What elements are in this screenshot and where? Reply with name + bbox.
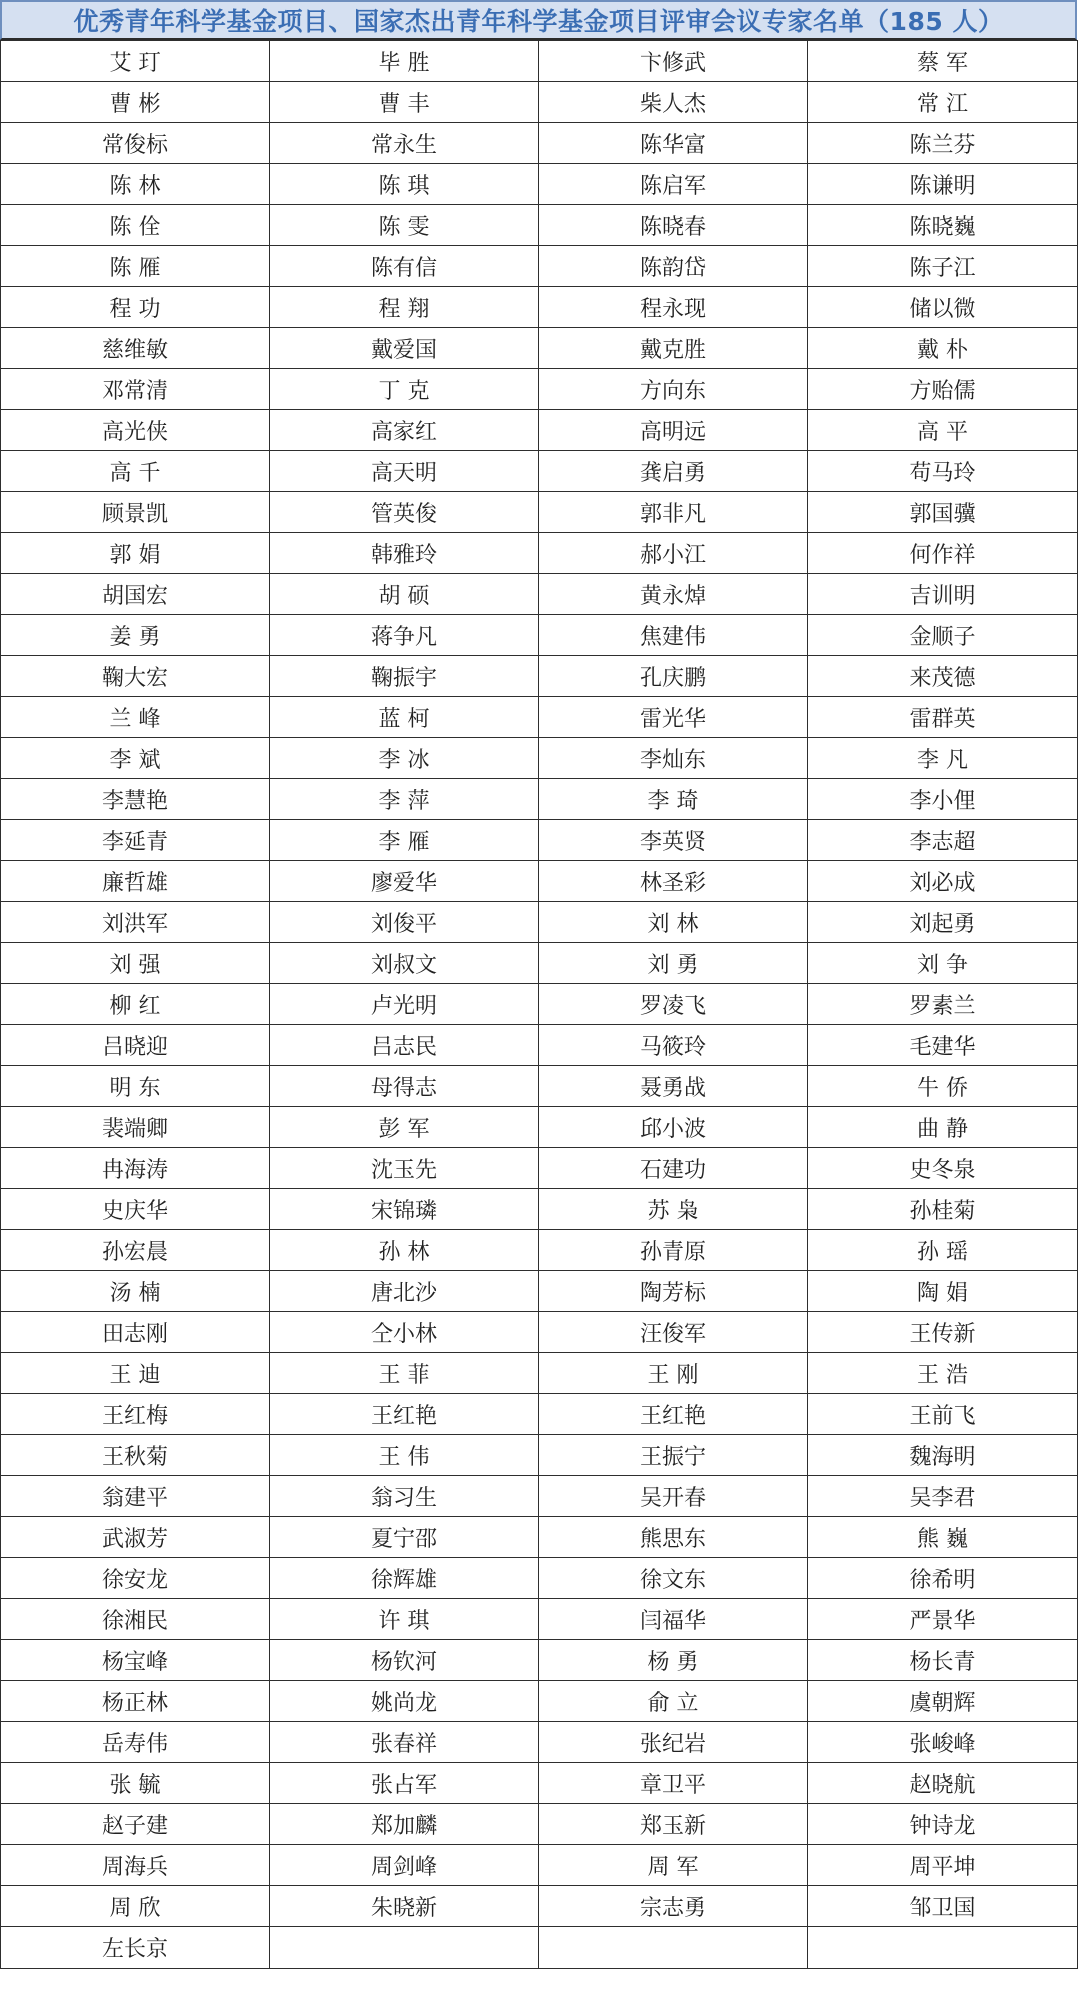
table-row [1, 615, 1078, 656]
table-row [1, 164, 1078, 205]
expert-name-cell: 冉海涛 [1, 1148, 270, 1189]
expert-name-cell: 邱小波 [539, 1107, 808, 1148]
expert-name-cell: 曹 彬 [1, 82, 270, 123]
expert-name-cell: 高 平 [808, 410, 1078, 451]
expert-name-cell: 刘 强 [1, 943, 270, 984]
expert-name-cell: 黄永焯 [539, 574, 808, 615]
expert-name-cell: 郭 娟 [1, 533, 270, 574]
expert-name-cell: 孙青原 [539, 1230, 808, 1271]
empty-cell [539, 1927, 808, 1969]
table-row [1, 1886, 1078, 1927]
expert-name-cell: 陈子江 [808, 246, 1078, 287]
table-row [1, 369, 1078, 410]
expert-name-cell: 李灿东 [539, 738, 808, 779]
expert-name-cell: 方向东 [539, 369, 808, 410]
expert-name-cell: 唐北沙 [270, 1271, 539, 1312]
expert-name-cell: 严景华 [808, 1599, 1078, 1640]
expert-name-cell: 李慧艳 [1, 779, 270, 820]
expert-name-cell: 吕志民 [270, 1025, 539, 1066]
expert-name-cell: 陈 琪 [270, 164, 539, 205]
table-row [1, 943, 1078, 984]
table-row [1, 328, 1078, 369]
table-row [1, 533, 1078, 574]
expert-name-cell: 张纪岩 [539, 1722, 808, 1763]
expert-name-cell: 张春祥 [270, 1722, 539, 1763]
expert-name-cell: 胡 硕 [270, 574, 539, 615]
expert-name-cell: 蓝 柯 [270, 697, 539, 738]
expert-name-cell: 胡国宏 [1, 574, 270, 615]
table-row [1, 738, 1078, 779]
expert-name-cell: 陈华富 [539, 123, 808, 164]
document-title: 优秀青年科学基金项目、国家杰出青年科学基金项目评审会议专家名单（185 人） [73, 7, 1004, 36]
table-row [1, 1312, 1078, 1353]
expert-name-cell: 吉训明 [808, 574, 1078, 615]
expert-name-cell: 李 雁 [270, 820, 539, 861]
table-row [1, 1927, 1078, 1969]
expert-name-cell: 苏 枭 [539, 1189, 808, 1230]
expert-name-cell: 刘 林 [539, 902, 808, 943]
table-row [1, 1640, 1078, 1681]
expert-name-cell: 孙宏晨 [1, 1230, 270, 1271]
expert-name-cell: 岳寿伟 [1, 1722, 270, 1763]
expert-name-cell: 慈维敏 [1, 328, 270, 369]
expert-name-cell: 钟诗龙 [808, 1804, 1078, 1845]
expert-name-cell: 吕晓迎 [1, 1025, 270, 1066]
expert-name-cell: 刘洪军 [1, 902, 270, 943]
expert-name-cell: 王红梅 [1, 1394, 270, 1435]
expert-name-cell: 鞠大宏 [1, 656, 270, 697]
table-row [1, 410, 1078, 451]
table-row [1, 1804, 1078, 1845]
expert-name-cell: 徐文东 [539, 1558, 808, 1599]
expert-name-cell: 李小俚 [808, 779, 1078, 820]
expert-name-cell: 邓常清 [1, 369, 270, 410]
expert-name-cell: 程永现 [539, 287, 808, 328]
expert-name-cell: 王 迪 [1, 1353, 270, 1394]
expert-name-cell: 牛 侨 [808, 1066, 1078, 1107]
title-bar [0, 0, 1077, 40]
expert-name-cell: 孙 瑶 [808, 1230, 1078, 1271]
expert-name-cell: 杨宝峰 [1, 1640, 270, 1681]
expert-name-cell: 张占军 [270, 1763, 539, 1804]
expert-name-cell: 罗素兰 [808, 984, 1078, 1025]
expert-name-cell: 徐希明 [808, 1558, 1078, 1599]
expert-name-cell: 李延青 [1, 820, 270, 861]
expert-name-cell: 陈兰芬 [808, 123, 1078, 164]
expert-name-cell: 李 琦 [539, 779, 808, 820]
table-row [1, 1148, 1078, 1189]
expert-name-cell: 魏海明 [808, 1435, 1078, 1476]
expert-name-cell: 廉哲雄 [1, 861, 270, 902]
expert-name-cell: 杨 勇 [539, 1640, 808, 1681]
expert-name-cell: 卢光明 [270, 984, 539, 1025]
expert-name-cell: 郑玉新 [539, 1804, 808, 1845]
expert-name-cell: 邹卫国 [808, 1886, 1078, 1927]
expert-name-cell: 储以微 [808, 287, 1078, 328]
expert-name-cell: 杨长青 [808, 1640, 1078, 1681]
expert-name-cell: 金顺子 [808, 615, 1078, 656]
expert-name-cell: 左长京 [1, 1927, 270, 1969]
expert-name-cell: 李 冰 [270, 738, 539, 779]
expert-name-cell: 陈有信 [270, 246, 539, 287]
expert-name-cell: 宗志勇 [539, 1886, 808, 1927]
expert-name-cell: 翁习生 [270, 1476, 539, 1517]
expert-name-cell: 常俊标 [1, 123, 270, 164]
expert-name-cell: 罗凌飞 [539, 984, 808, 1025]
table-row [1, 246, 1078, 287]
expert-name-cell: 许 琪 [270, 1599, 539, 1640]
table-row [1, 1394, 1078, 1435]
expert-name-cell: 马筱玲 [539, 1025, 808, 1066]
expert-name-cell: 郝小江 [539, 533, 808, 574]
table-row [1, 779, 1078, 820]
expert-name-cell: 戴克胜 [539, 328, 808, 369]
expert-name-cell: 程 翔 [270, 287, 539, 328]
table-row [1, 697, 1078, 738]
expert-name-cell: 郭国骥 [808, 492, 1078, 533]
table-row [1, 1476, 1078, 1517]
table-row [1, 123, 1078, 164]
expert-name-cell: 来茂德 [808, 656, 1078, 697]
expert-name-cell: 郑加麟 [270, 1804, 539, 1845]
expert-name-cell: 高家红 [270, 410, 539, 451]
table-row [1, 1107, 1078, 1148]
expert-name-cell: 王 伟 [270, 1435, 539, 1476]
expert-name-cell: 鞠振宇 [270, 656, 539, 697]
expert-name-table [0, 40, 1078, 1969]
expert-name-cell: 翁建平 [1, 1476, 270, 1517]
expert-name-cell: 刘俊平 [270, 902, 539, 943]
expert-name-cell: 刘起勇 [808, 902, 1078, 943]
expert-name-cell: 高光侠 [1, 410, 270, 451]
expert-name-cell: 陈晓春 [539, 205, 808, 246]
table-row [1, 984, 1078, 1025]
expert-name-cell: 孙桂菊 [808, 1189, 1078, 1230]
empty-cell [808, 1927, 1078, 1969]
table-row [1, 1066, 1078, 1107]
expert-name-cell: 宋锦璘 [270, 1189, 539, 1230]
expert-name-cell: 龚启勇 [539, 451, 808, 492]
expert-name-cell: 郭非凡 [539, 492, 808, 533]
expert-name-cell: 苟马玲 [808, 451, 1078, 492]
expert-name-cell: 曹 丰 [270, 82, 539, 123]
expert-name-cell: 高明远 [539, 410, 808, 451]
expert-name-cell: 陶芳标 [539, 1271, 808, 1312]
table-row [1, 1845, 1078, 1886]
expert-name-cell: 刘 勇 [539, 943, 808, 984]
expert-name-cell: 艾 玎 [1, 41, 270, 82]
expert-name-cell: 焦建伟 [539, 615, 808, 656]
table-row [1, 205, 1078, 246]
expert-name-cell: 廖爱华 [270, 861, 539, 902]
table-row [1, 1435, 1078, 1476]
expert-name-cell: 雷光华 [539, 697, 808, 738]
expert-name-cell: 丁 克 [270, 369, 539, 410]
expert-name-cell: 周 军 [539, 1845, 808, 1886]
expert-name-cell: 戴 朴 [808, 328, 1078, 369]
expert-name-cell: 陶 娟 [808, 1271, 1078, 1312]
expert-name-cell: 管英俊 [270, 492, 539, 533]
table-row [1, 861, 1078, 902]
expert-name-cell: 王 刚 [539, 1353, 808, 1394]
expert-name-cell: 刘叔文 [270, 943, 539, 984]
expert-name-cell: 程 功 [1, 287, 270, 328]
expert-name-cell: 王 菲 [270, 1353, 539, 1394]
table-row [1, 902, 1078, 943]
table-row [1, 1722, 1078, 1763]
expert-name-cell: 何作祥 [808, 533, 1078, 574]
table-row [1, 1599, 1078, 1640]
expert-name-cell: 彭 军 [270, 1107, 539, 1148]
expert-name-cell: 陈 佺 [1, 205, 270, 246]
expert-name-cell: 熊 巍 [808, 1517, 1078, 1558]
expert-name-cell: 沈玉先 [270, 1148, 539, 1189]
table-row [1, 1558, 1078, 1599]
table-row [1, 1353, 1078, 1394]
table-row [1, 656, 1078, 697]
expert-name-cell: 赵子建 [1, 1804, 270, 1845]
table-row [1, 1230, 1078, 1271]
expert-name-cell: 徐辉雄 [270, 1558, 539, 1599]
expert-name-cell: 夏宁邵 [270, 1517, 539, 1558]
expert-name-cell: 卞修武 [539, 41, 808, 82]
table-row [1, 1763, 1078, 1804]
expert-name-cell: 王振宁 [539, 1435, 808, 1476]
expert-name-cell: 汤 楠 [1, 1271, 270, 1312]
table-row [1, 1271, 1078, 1312]
expert-name-cell: 王传新 [808, 1312, 1078, 1353]
expert-name-cell: 朱晓新 [270, 1886, 539, 1927]
expert-name-cell: 汪俊军 [539, 1312, 808, 1353]
expert-name-cell: 杨钦河 [270, 1640, 539, 1681]
expert-name-cell: 张 毓 [1, 1763, 270, 1804]
expert-name-cell: 徐安龙 [1, 1558, 270, 1599]
empty-cell [270, 1927, 539, 1969]
table-row [1, 451, 1078, 492]
table-row [1, 82, 1078, 123]
expert-name-cell: 柳 红 [1, 984, 270, 1025]
expert-name-cell: 史庆华 [1, 1189, 270, 1230]
expert-name-cell: 周 欣 [1, 1886, 270, 1927]
expert-name-cell: 刘 争 [808, 943, 1078, 984]
expert-name-cell: 孔庆鹏 [539, 656, 808, 697]
table-row [1, 1189, 1078, 1230]
expert-name-cell: 聂勇战 [539, 1066, 808, 1107]
expert-name-cell: 吴开春 [539, 1476, 808, 1517]
expert-name-cell: 王 浩 [808, 1353, 1078, 1394]
expert-name-cell: 王红艳 [270, 1394, 539, 1435]
expert-name-cell: 毕 胜 [270, 41, 539, 82]
expert-name-cell: 方贻儒 [808, 369, 1078, 410]
expert-name-cell: 李英贤 [539, 820, 808, 861]
expert-name-cell: 周平坤 [808, 1845, 1078, 1886]
expert-name-cell: 李 凡 [808, 738, 1078, 779]
expert-name-cell: 陈启军 [539, 164, 808, 205]
expert-name-cell: 毛建华 [808, 1025, 1078, 1066]
expert-name-cell: 戴爱国 [270, 328, 539, 369]
expert-name-cell: 裴端卿 [1, 1107, 270, 1148]
expert-name-cell: 田志刚 [1, 1312, 270, 1353]
expert-name-cell: 陈谦明 [808, 164, 1078, 205]
expert-name-cell: 刘必成 [808, 861, 1078, 902]
expert-name-cell: 章卫平 [539, 1763, 808, 1804]
expert-name-cell: 曲 静 [808, 1107, 1078, 1148]
expert-name-cell: 闫福华 [539, 1599, 808, 1640]
expert-table-body [1, 41, 1078, 1969]
expert-name-cell: 高 千 [1, 451, 270, 492]
expert-name-cell: 常永生 [270, 123, 539, 164]
table-row [1, 41, 1078, 82]
expert-name-cell: 陈 林 [1, 164, 270, 205]
expert-name-cell: 柴人杰 [539, 82, 808, 123]
expert-name-cell: 陈 雁 [1, 246, 270, 287]
expert-name-cell: 俞 立 [539, 1681, 808, 1722]
expert-name-cell: 王前飞 [808, 1394, 1078, 1435]
expert-name-cell: 仝小林 [270, 1312, 539, 1353]
expert-name-cell: 李 萍 [270, 779, 539, 820]
expert-name-cell: 林圣彩 [539, 861, 808, 902]
expert-name-cell: 武淑芳 [1, 1517, 270, 1558]
expert-name-cell: 母得志 [270, 1066, 539, 1107]
expert-name-cell: 熊思东 [539, 1517, 808, 1558]
table-row [1, 287, 1078, 328]
table-row [1, 1681, 1078, 1722]
expert-name-cell: 顾景凯 [1, 492, 270, 533]
expert-name-cell: 史冬泉 [808, 1148, 1078, 1189]
expert-name-cell: 张峻峰 [808, 1722, 1078, 1763]
expert-name-cell: 韩雅玲 [270, 533, 539, 574]
table-row [1, 1517, 1078, 1558]
expert-name-cell: 周海兵 [1, 1845, 270, 1886]
expert-name-cell: 王秋菊 [1, 1435, 270, 1476]
expert-name-cell: 周剑峰 [270, 1845, 539, 1886]
table-row [1, 492, 1078, 533]
table-row [1, 574, 1078, 615]
expert-name-cell: 赵晓航 [808, 1763, 1078, 1804]
expert-name-cell: 兰 峰 [1, 697, 270, 738]
expert-name-cell: 石建功 [539, 1148, 808, 1189]
expert-name-cell: 徐湘民 [1, 1599, 270, 1640]
table-row [1, 820, 1078, 861]
expert-name-cell: 常 江 [808, 82, 1078, 123]
expert-name-cell: 李志超 [808, 820, 1078, 861]
expert-name-cell: 姚尚龙 [270, 1681, 539, 1722]
expert-name-cell: 雷群英 [808, 697, 1078, 738]
expert-name-cell: 虞朝辉 [808, 1681, 1078, 1722]
expert-name-cell: 吴李君 [808, 1476, 1078, 1517]
expert-name-cell: 杨正林 [1, 1681, 270, 1722]
expert-name-cell: 姜 勇 [1, 615, 270, 656]
expert-name-cell: 明 东 [1, 1066, 270, 1107]
expert-name-cell: 蒋争凡 [270, 615, 539, 656]
expert-name-cell: 蔡 军 [808, 41, 1078, 82]
expert-name-cell: 陈 雯 [270, 205, 539, 246]
expert-name-cell: 陈晓巍 [808, 205, 1078, 246]
expert-name-cell: 李 斌 [1, 738, 270, 779]
expert-name-cell: 高天明 [270, 451, 539, 492]
expert-name-cell: 孙 林 [270, 1230, 539, 1271]
table-row [1, 1025, 1078, 1066]
expert-name-cell: 陈韵岱 [539, 246, 808, 287]
expert-name-cell: 王红艳 [539, 1394, 808, 1435]
